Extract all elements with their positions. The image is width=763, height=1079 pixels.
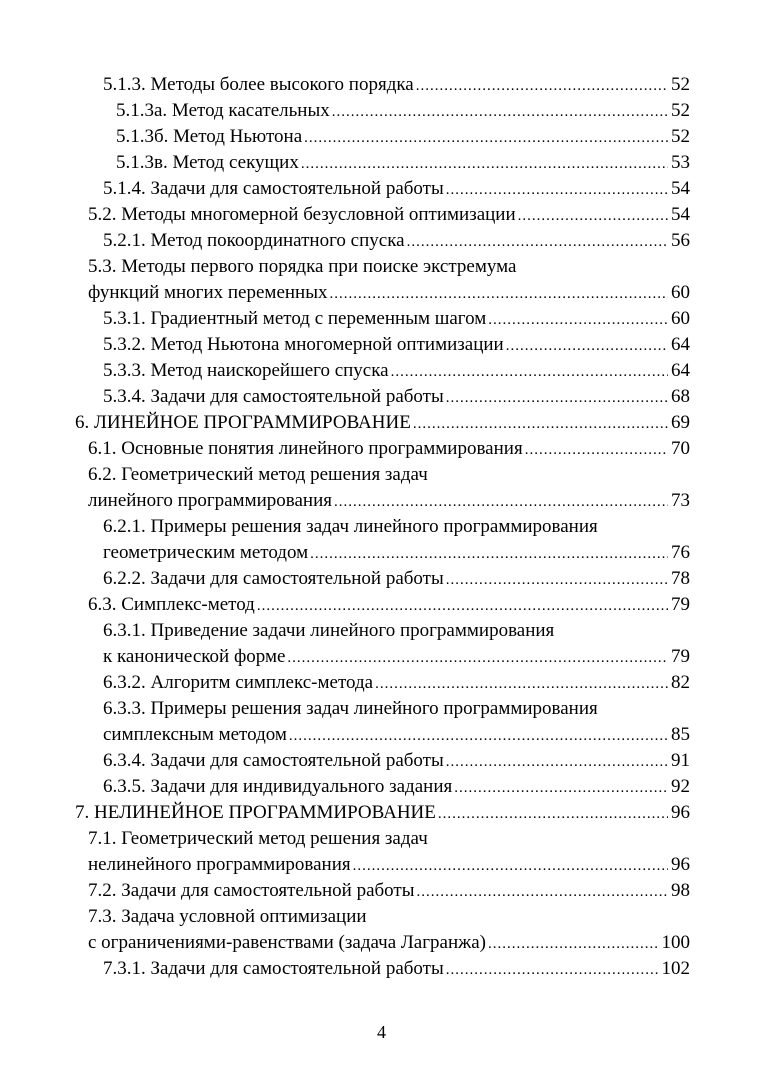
toc-entry-title: 7. НЕЛИНЕЙНОЕ ПРОГРАММИРОВАНИЕ: [75, 802, 436, 823]
dot-leader: [287, 645, 668, 671]
toc-entry[interactable]: [0, 826, 763, 878]
toc-entry-page: 73: [671, 490, 690, 511]
table-of-contents: [0, 72, 763, 982]
toc-entry[interactable]: [0, 150, 763, 176]
toc-entry-title: линейного программирования: [88, 490, 332, 511]
toc-entry-title: 5.3.1. Градиентный метод с переменным шагом: [103, 308, 487, 329]
dot-leader: [446, 385, 668, 411]
toc-entry[interactable]: [0, 956, 763, 982]
toc-entry[interactable]: [0, 72, 763, 98]
toc-entry-title: 6. ЛИНЕЙНОЕ ПРОГРАММИРОВАНИЕ: [75, 412, 411, 433]
toc-entry-page: 78: [671, 568, 690, 589]
dot-leader: [446, 957, 659, 983]
dot-leader: [257, 593, 668, 619]
toc-entry-page: 60: [671, 308, 690, 329]
toc-entry-page: 96: [671, 802, 690, 823]
toc-entry-title: 5.3.4. Задачи для самостоятельной работы: [103, 386, 444, 407]
dot-leader: [454, 775, 668, 801]
toc-entry-title: 6.2.1. Примеры решения задач линейного программирования: [103, 516, 598, 537]
toc-entry[interactable]: [0, 670, 763, 696]
toc-entry-page: 69: [671, 412, 690, 433]
toc-entry-page: 76: [671, 542, 690, 563]
dot-leader: [289, 723, 668, 749]
toc-entry-title: к канонической форме: [103, 646, 286, 667]
toc-entry-title: 5.1.3в. Метод секущих: [116, 152, 299, 173]
toc-entry[interactable]: [0, 202, 763, 228]
dot-leader: [407, 229, 668, 255]
dot-leader: [375, 671, 668, 697]
dot-leader: [438, 801, 668, 827]
toc-entry-title: 5.1.3б. Метод Ньютона: [116, 126, 303, 147]
toc-entry-title: нелинейного программирования: [88, 854, 351, 875]
toc-entry-page: 56: [671, 230, 690, 251]
toc-entry-page: 54: [671, 178, 690, 199]
toc-entry-page: 82: [671, 672, 690, 693]
dot-leader: [310, 541, 668, 567]
toc-entry-page: 85: [671, 724, 690, 745]
toc-entry-page: 54: [671, 204, 690, 225]
toc-entry-page: 102: [661, 958, 690, 979]
toc-entry[interactable]: [0, 462, 763, 514]
dot-leader: [330, 281, 669, 307]
toc-entry-title: 7.3. Задача условной оптимизации: [88, 906, 367, 927]
toc-entry-title: 6.3.1. Приведение задачи линейного программирования: [103, 620, 555, 641]
toc-entry-page: 64: [671, 334, 690, 355]
toc-entry-title: 7.1. Геометрический метод решения задач: [88, 828, 428, 849]
dot-leader: [446, 749, 668, 775]
toc-entry-page: 92: [671, 776, 690, 797]
toc-entry[interactable]: [0, 358, 763, 384]
toc-entry[interactable]: [0, 618, 763, 670]
toc-entry-title: 5.3. Методы первого порядка при поиске экстремума: [88, 256, 517, 277]
toc-entry[interactable]: [0, 514, 763, 566]
toc-entry-page: 52: [671, 126, 690, 147]
dot-leader: [446, 567, 668, 593]
toc-entry-page: 70: [671, 438, 690, 459]
toc-entry-page: 98: [671, 880, 690, 901]
toc-entry[interactable]: [0, 436, 763, 462]
page-number: 4: [377, 1022, 386, 1042]
toc-entry-title: 5.1.3а. Метод касательных: [116, 100, 330, 121]
toc-entry[interactable]: [0, 878, 763, 904]
toc-entry-page: 64: [671, 360, 690, 381]
toc-entry[interactable]: [0, 748, 763, 774]
dot-leader: [334, 489, 668, 515]
toc-entry-title: 6.3.2. Алгоритм симплекс-метода: [103, 672, 374, 693]
toc-entry[interactable]: [0, 332, 763, 358]
toc-entry-page: 52: [671, 100, 690, 121]
toc-entry[interactable]: [0, 98, 763, 124]
dot-leader: [304, 125, 668, 151]
toc-entry[interactable]: [0, 254, 763, 306]
dot-leader: [525, 437, 668, 463]
toc-entry-title: функций многих переменных: [88, 282, 328, 303]
dot-leader: [301, 151, 668, 177]
toc-entry-title: 5.2. Методы многомерной безусловной оптимизации: [88, 204, 516, 225]
toc-entry[interactable]: [0, 800, 763, 826]
toc-entry-page: 79: [671, 646, 690, 667]
toc-entry-title: 7.3.1. Задачи для самостоятельной работы: [103, 958, 444, 979]
toc-entry-page: 79: [671, 594, 690, 615]
toc-entry-title: 6.2. Геометрический метод решения задач: [88, 464, 428, 485]
dot-leader: [332, 99, 668, 125]
dot-leader: [413, 411, 668, 437]
toc-entry-page: 52: [671, 74, 690, 95]
dot-leader: [506, 333, 668, 359]
toc-entry-title: 5.3.2. Метод Ньютона многомерной оптимизации: [103, 334, 504, 355]
toc-entry[interactable]: [0, 228, 763, 254]
toc-entry-title: 5.3.3. Метод наискорейшего спуска: [103, 360, 389, 381]
toc-entry-title: 6.2.2. Задачи для самостоятельной работы: [103, 568, 444, 589]
toc-entry-title: с ограничениями-равенствами (задача Лагранжа): [88, 932, 486, 953]
dot-leader: [518, 203, 668, 229]
toc-entry[interactable]: [0, 410, 763, 436]
toc-entry-title: 6.1. Основные понятия линейного программирования: [88, 438, 523, 459]
toc-entry-title: 7.2. Задачи для самостоятельной работы: [88, 880, 415, 901]
toc-entry-page: 91: [671, 750, 690, 771]
toc-entry[interactable]: [0, 124, 763, 150]
toc-entry[interactable]: [0, 306, 763, 332]
dot-leader: [391, 359, 668, 385]
toc-entry[interactable]: [0, 176, 763, 202]
toc-entry-page: 100: [661, 932, 690, 953]
toc-entry-title: симплексным методом: [103, 724, 287, 745]
toc-entry-title: 6.3.5. Задачи для индивидуального задания: [103, 776, 453, 797]
dot-leader: [488, 307, 668, 333]
toc-entry-title: 5.1.3. Методы более высокого порядка: [103, 74, 414, 95]
dot-leader: [488, 931, 659, 957]
toc-entry-title: геометрическим методом: [103, 542, 309, 563]
toc-entry[interactable]: [0, 774, 763, 800]
dot-leader: [417, 879, 669, 905]
toc-entry-page: 60: [671, 282, 690, 303]
toc-entry-title: 6.3. Симплекс-метод: [88, 594, 255, 615]
toc-entry[interactable]: [0, 696, 763, 748]
toc-entry[interactable]: [0, 592, 763, 618]
toc-entry-title: 5.1.4. Задачи для самостоятельной работы: [103, 178, 444, 199]
toc-entry[interactable]: [0, 904, 763, 956]
dot-leader: [416, 73, 668, 99]
toc-entry-page: 68: [671, 386, 690, 407]
toc-entry[interactable]: [0, 384, 763, 410]
toc-entry[interactable]: [0, 566, 763, 592]
dot-leader: [446, 177, 668, 203]
toc-entry-page: 53: [671, 152, 690, 173]
toc-entry-page: 96: [671, 854, 690, 875]
toc-entry-title: 5.2.1. Метод покоординатного спуска: [103, 230, 405, 251]
toc-entry-title: 6.3.3. Примеры решения задач линейного программирования: [103, 698, 598, 719]
dot-leader: [353, 853, 668, 879]
toc-entry-title: 6.3.4. Задачи для самостоятельной работы: [103, 750, 444, 771]
